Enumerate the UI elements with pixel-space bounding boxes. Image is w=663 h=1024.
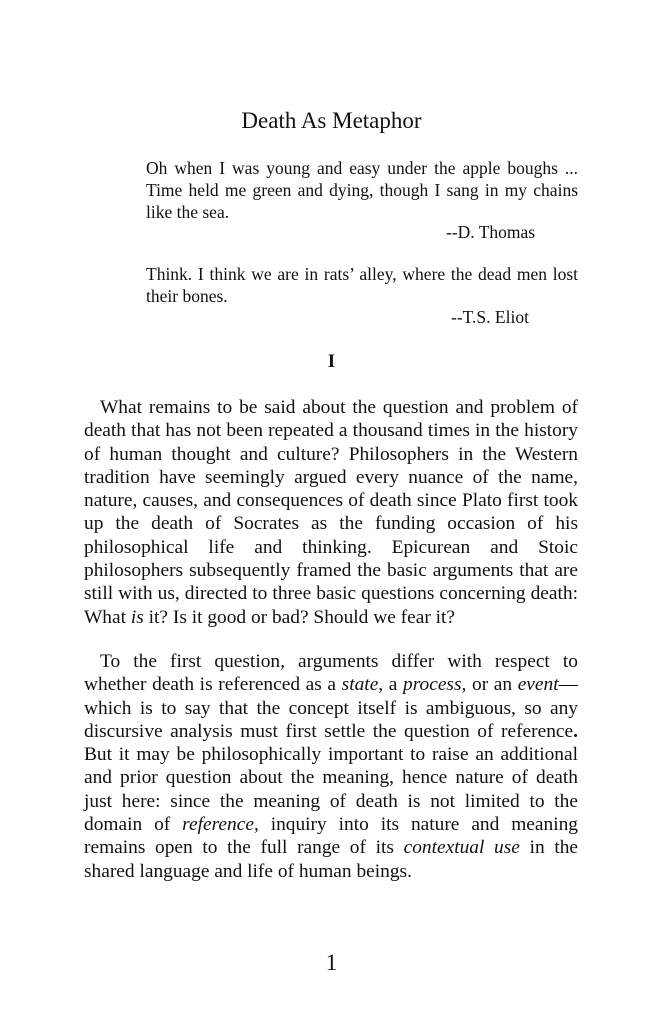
emphasis: reference [182,814,254,836]
paragraph-2 [84,650,578,883]
emphasis: process [403,674,462,696]
emphasis: is [130,606,144,628]
text-run: in the shared language and life of human beings. [84,837,579,882]
text-run: it? Is it good or bad? Should we fear it? [143,606,456,628]
bold-period: . [573,720,578,742]
text-run: , inquiry into its nature and meaning remains open to the full range of its [84,814,578,859]
page-number: 1 [325,950,338,975]
text-run: To the first question, arguments differ with respect to whether death is referenced as a [84,651,578,696]
epigraph-attribution-eliot: --T.S. Eliot [451,307,529,327]
paragraph-1 [84,396,578,629]
epigraph-thomas: Oh when I was young and easy under the apple boughs ... Time held me green and dying, though I sang in my chains like the sea. [146,158,578,222]
text-run: But it may be philosophically important to raise an additional and prior question about the meaning, hence nature of death just here: since the meaning of death is not limited to the domain of [84,744,578,836]
epigraph-eliot: Think. I think we are in rats’ alley, where the dead men lost their bones. [146,264,578,306]
text-run: What remains to be said about the question and problem of death that has not been repeated a thousand times in the history of human thought and culture? Philosophers in the Western tradition have seemingly argued every nuance of the name, nature, causes, and consequences of death since Plato first took up the death of Socrates as the funding occasion of his philosophical life and thinking. Epicurean and Stoic philosophers subsequently framed the basic arguments that are still with us, directed to three basic questions concerning death: What [84,397,578,628]
text-run: —which is to say that the concept itself is ambiguous, so any discursive analysis must first settle the question of reference [84,674,578,742]
text-run: , a [378,674,403,696]
text-run: , or an [461,674,518,696]
page-title: Death As Metaphor [241,108,422,133]
emphasis: event [517,674,559,696]
emphasis: contextual use [403,837,520,859]
section-heading: I [327,351,336,372]
emphasis: state [341,674,379,696]
epigraph-attribution-thomas: --D. Thomas [446,222,536,242]
